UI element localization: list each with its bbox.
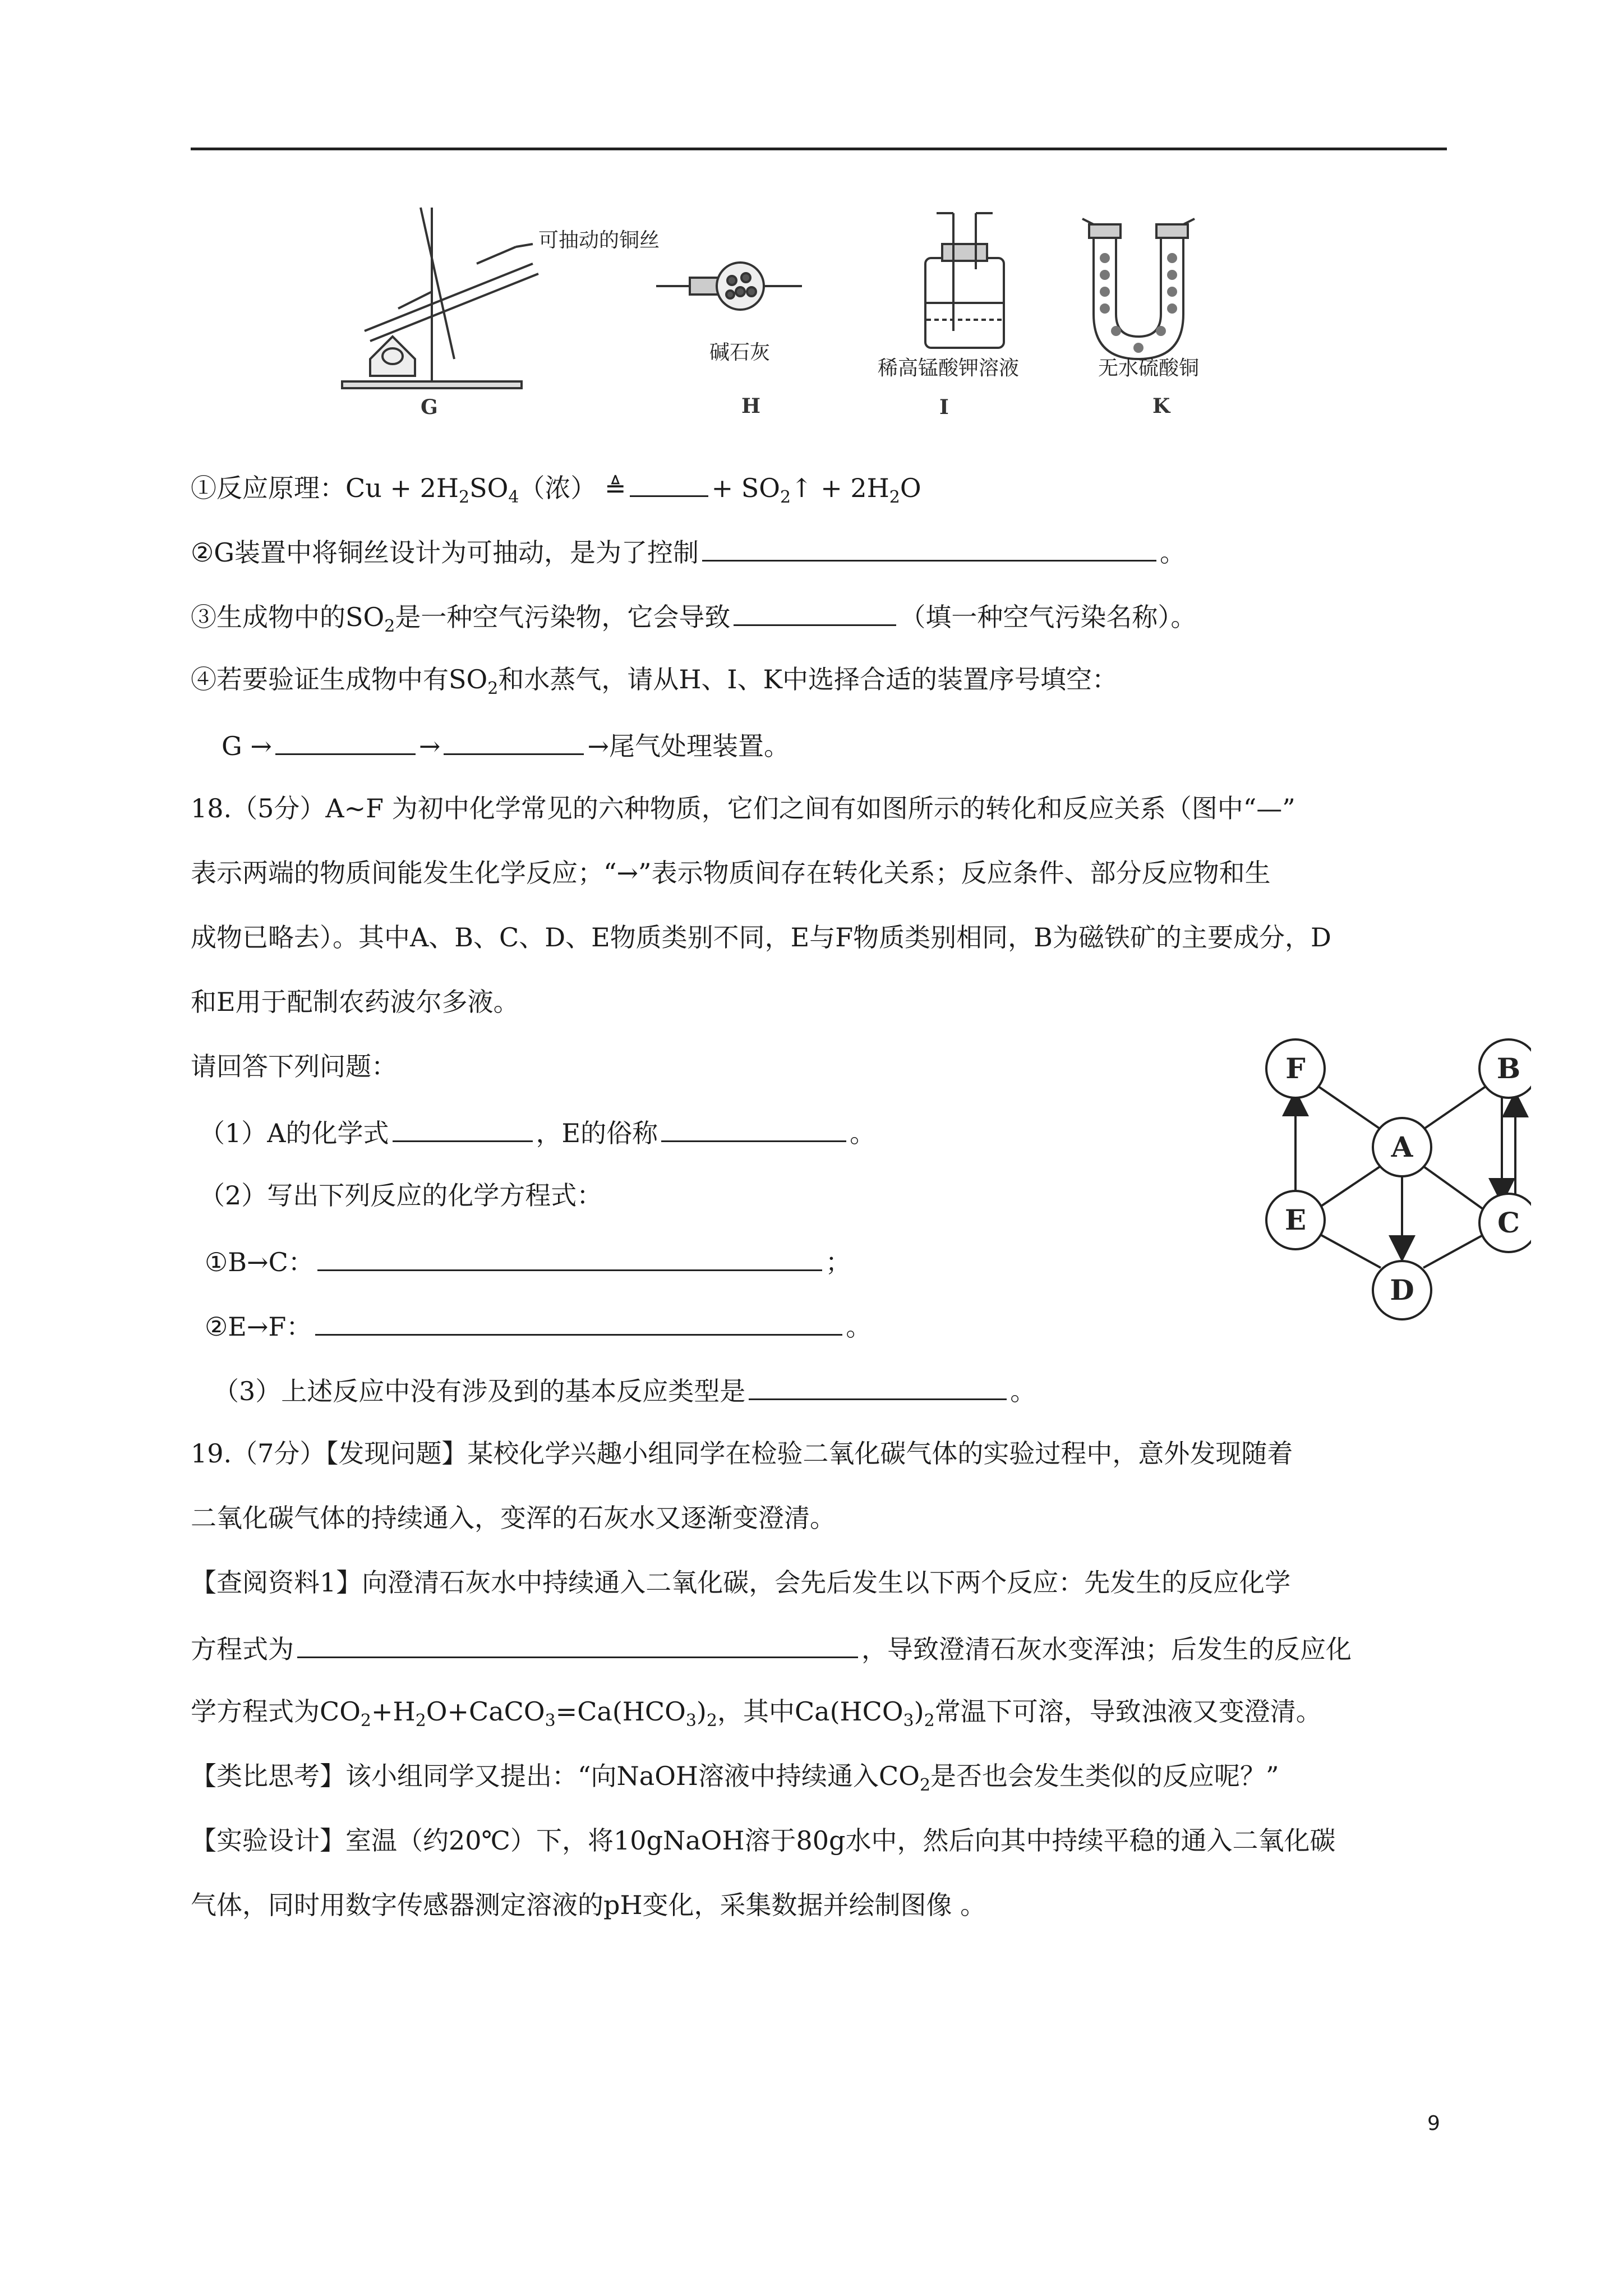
caption-i: 稀高锰酸钾溶液: [878, 357, 1020, 380]
node-d-label: D: [1390, 1273, 1414, 1306]
node-c-label: C: [1497, 1206, 1520, 1239]
header-rule: [191, 148, 1447, 150]
q18-q2-1: ①B→C： ；: [205, 1247, 851, 1277]
answer-blank[interactable]: [315, 1312, 842, 1336]
edge-e-a: [1311, 1162, 1386, 1213]
q18-q2-2: ②E→F： 。: [205, 1312, 872, 1342]
q19-para-3: 【查阅资料1】向澄清石灰水中持续通入二氧化碳，会先后发生以下两个反应：先发生的反应化学: [191, 1567, 1291, 1598]
answer-blank[interactable]: [630, 473, 708, 497]
apparatus-k-drawing: [1082, 219, 1195, 359]
q18-q2: （2）写出下列反应的化学方程式：: [199, 1180, 603, 1211]
answer-blank[interactable]: [297, 1634, 858, 1658]
q18-para-5: 请回答下列问题：: [191, 1051, 397, 1082]
q19-para-7: 【实验设计】室温（约20℃）下，将10gNaOH溶于80g水中，然后向其中持续平稳的通入二氧化碳: [191, 1825, 1336, 1856]
apparatus-i-drawing: [925, 213, 1004, 348]
edge-c-a: [1418, 1162, 1493, 1216]
q19-para-2: 二氧化碳气体的持续通入，变浑的石灰水又逐渐变澄清。: [191, 1503, 836, 1533]
relation-diagram: [1251, 1032, 1531, 1324]
q18-para-1: 18.（5分）A~F 为初中化学常见的六种物质，它们之间有如图所示的转化和反应关系（图中“—”: [191, 793, 1295, 823]
label-g: G: [421, 395, 438, 419]
answer-blank[interactable]: [749, 1376, 1007, 1400]
label-k: K: [1152, 394, 1170, 418]
q18-q1: （1）A的化学式 ，E的俗称 。: [199, 1118, 876, 1148]
q18-para-2: 表示两端的物质间能发生化学反应；“→”表示物质间存在转化关系；反应条件、部分反应物和生: [191, 858, 1271, 888]
q17-line-4: ④若要验证生成物中有$SO_2$和水蒸气，请从H、I、K中选择合适的装置序号填空：: [191, 664, 1118, 698]
node-b-label: B: [1496, 1052, 1521, 1085]
q18-q3: （3）上述反应中没有涉及到的基本反应类型是 。: [213, 1376, 1036, 1406]
q18-para-4: 和E用于配制农药波尔多液。: [191, 987, 519, 1017]
node-e-label: E: [1284, 1203, 1307, 1236]
answer-blank[interactable]: [317, 1247, 822, 1271]
caption-g: 可抽动的铜丝: [538, 229, 660, 252]
q17-line-5: G → → →尾气处理装置。: [222, 731, 790, 761]
q18-para-3: 成物已略去）。其中A、B、C、D、E物质类别不同，E与F物质类别相同，B为磁铁矿的主要成分，D: [191, 922, 1331, 953]
caption-h: 碱石灰: [709, 341, 771, 364]
node-f-label: F: [1285, 1052, 1306, 1085]
answer-blank[interactable]: [275, 731, 416, 755]
answer-blank[interactable]: [444, 731, 584, 755]
apparatus-g-drawing: [342, 208, 538, 388]
q19-para-6: 【类比思考】该小组同学又提出：“向NaOH溶液中持续通入$CO_2$是否也会发生类似的反应呢？”: [191, 1761, 1279, 1795]
page-number: 9: [1427, 2112, 1440, 2135]
q17-line-1: ①反应原理：$Cu + 2H_2SO_4$（浓） ≜ + $SO_2↑ + 2H_2O$: [191, 473, 921, 507]
edge-b-a: [1418, 1082, 1493, 1133]
node-a-label: A: [1391, 1130, 1413, 1163]
q17-line-2: ②G装置中将铜丝设计为可抽动，是为了控制 。: [191, 537, 1186, 568]
label-h: H: [741, 394, 761, 418]
apparatus-h-drawing: [656, 263, 802, 310]
q17-line-3: ③生成物中的$SO_2$是一种空气污染物，它会导致 （填一种空气污染名称）。: [191, 602, 1197, 636]
answer-blank[interactable]: [734, 602, 896, 626]
q19-para-5: 学方程式为$CO_2+H_2O+CaCO_3=Ca(HCO_3)_2$，其中$Ca(HCO_3)_2$常温下可溶，导致浊液又变澄清。: [191, 1696, 1322, 1731]
edge-f-a: [1311, 1082, 1386, 1133]
caption-k: 无水硫酸铜: [1098, 357, 1200, 380]
answer-blank[interactable]: [393, 1118, 533, 1142]
apparatus-figure: [331, 191, 1251, 426]
q19-para-1: 19.（7分）【发现问题】某校化学兴趣小组同学在检验二氧化碳气体的实验过程中，意外发现随着: [191, 1438, 1293, 1469]
answer-blank[interactable]: [702, 537, 1156, 562]
label-i: I: [939, 395, 949, 419]
q19-para-8: 气体，同时用数字传感器测定溶液的pH变化，采集数据并绘制图像 。: [191, 1890, 986, 1920]
q19-para-4: 方程式为 ，导致澄清石灰水变浑浊；后发生的反应化: [191, 1634, 1352, 1664]
answer-blank[interactable]: [661, 1118, 846, 1142]
